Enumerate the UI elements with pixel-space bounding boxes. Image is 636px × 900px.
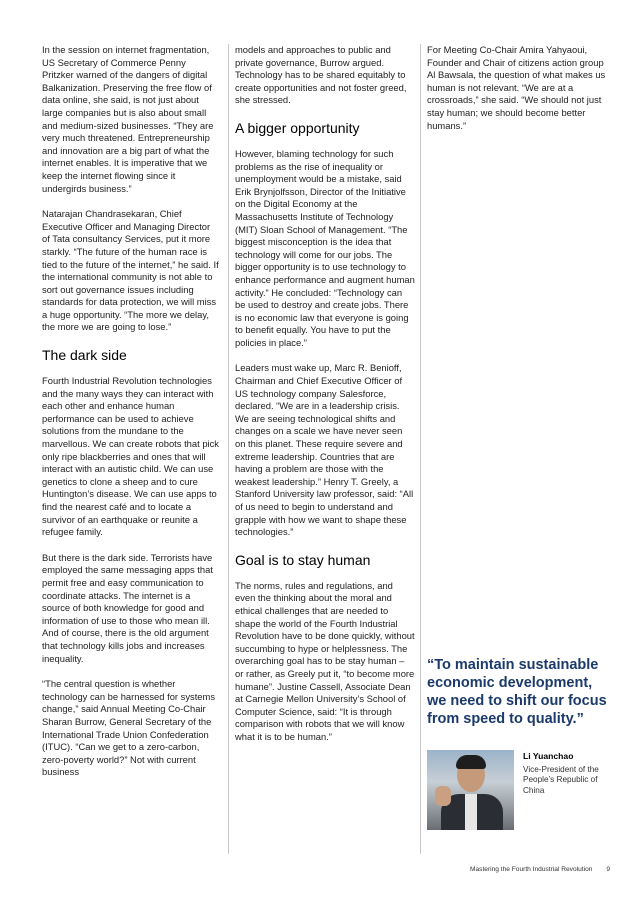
speaker-role: Vice-President of the People’s Republic of China	[523, 764, 599, 795]
speaker-photo	[427, 750, 514, 830]
paragraph: But there is the dark side. Terrorists have employed the same messaging apps that permit free and easy communication to coordinate attacks. The internet is a source of both knowledge for good and information of use to those who mean ill. And of course, there is the old argument that technology kills jobs and increases inequality.	[42, 551, 213, 664]
page-footer	[470, 866, 610, 873]
column-middle	[235, 44, 415, 757]
paragraph: In the session on internet fragmentation, US Secretary of Commerce Penny Pritzker warned of the dangers of digital Balkanization. Preserving the free flow of data online, she said, is not just about large companies but is also about small and medium-sized businesses. “They are very much threatened. Entrepreneurship and innovation are a big part of what the internet enables. It is imperative that we keep the internet flowing since it undergirds business.”	[42, 44, 214, 194]
speaker-name: Li Yuanchao	[523, 751, 574, 761]
pull-quote: “To maintain sustainable economic development, we need to shift our focus from speed to quality.”	[427, 657, 607, 727]
footer-title: Mastering the Fourth Industrial Revolution	[470, 866, 593, 873]
column-divider	[420, 44, 421, 854]
column-left	[42, 44, 220, 792]
paragraph: Natarajan Chandrasekaran, Chief Executive Officer and Managing Director of Tata consultancy Services, put it more starkly. “The future of the human race is tied to the future of the internet,” he said. If the international community is not able to sort out governance issues including standards for data protection, we will miss a huge opportunity. “The more we delay, the more we are going to lose.”	[42, 208, 219, 333]
paragraph: Leaders must wake up, Marc R. Benioff, Chairman and Chief Executive Officer of US technology company Salesforce, declared. “We are in a leadership crisis. We are seeing technological shifts and changes on a scale we have never seen on this planet. These require severe and extreme leadership. Countries that are having a problem are those with the weakest leadership.” Henry T. Greely, a Stanford University law professor, said: “All of us need to begin to understand and grapple with how we want to shape these technologies.”	[235, 362, 414, 538]
speaker-caption	[523, 750, 613, 796]
section-heading: The dark side	[42, 347, 127, 364]
page-number: 9	[606, 866, 610, 873]
paragraph: However, blaming technology for such problems as the rise of inequality or unemployment would be a mistake, said Erik Brynjolfsson, Director of the Initiative on the Digital Economy at the Massachusetts Institute of Technology (MIT) Sloan School of Management. “The biggest misconception is the idea that technology will come for our jobs. The bigger opportunity is to use technology to enhance performance and augment human activity.” He concluded: “Technology can be used to destroy and create jobs. There is no economic law that everyone is going to benefit equally. You have to put the policies in place.”	[235, 147, 415, 348]
section-heading: Goal is to stay human	[235, 551, 371, 568]
column-divider	[228, 44, 229, 854]
paragraph: models and approaches to public and private governance, Burrow argued. Technology has to be shared equitably to create opportunities and not foster greed, she stressed.	[235, 44, 407, 106]
paragraph: “The central question is whether technology can be harnessed for systems change,” said Annual Meeting Co-Chair Sharan Burrow, General Secretary of the International Trade Union Confederation (ITUC). “Can we get to a zero-carbon, zero-poverty world?” Not with current business	[42, 678, 216, 778]
paragraph: For Meeting Co-Chair Amira Yahyaoui, Founder and Chair of citizens action group Al Bawsala, the question of what makes us human is not relevant. “We are at a crossroads,” she said. “We should not just stay human; we should become better humans.”	[427, 44, 606, 131]
paragraph: The norms, rules and regulations, and even the thinking about the moral and ethical challenges that are needed to shape the world of the Fourth Industrial Revolution have to be done quickly, without succumbing to hype or helplessness. The overarching goal has to be stay human – or rather, as Greely put it, “to become more humane”. Justine Cassell, Associate Dean at Carnegie Mellon University’s School of Computer Science, said: “It is through comparison with robots that we will know what it is to be human.”	[235, 579, 415, 742]
paragraph: Fourth Industrial Revolution technologies and the many ways they can interact with each other and enhance human performance can be used to achieve solutions from the mundane to the marvellous. We can create robots that pick only ripe blackberries and ones that will interact with an autistic child. We can use genetics to clone a sheep and to cure Huntington’s disease. We can use apps to find the nearest café and to locate a survivor of an earthquake or reunite a refugee family.	[42, 375, 219, 538]
section-heading: A bigger opportunity	[235, 119, 360, 136]
column-right	[427, 44, 607, 145]
